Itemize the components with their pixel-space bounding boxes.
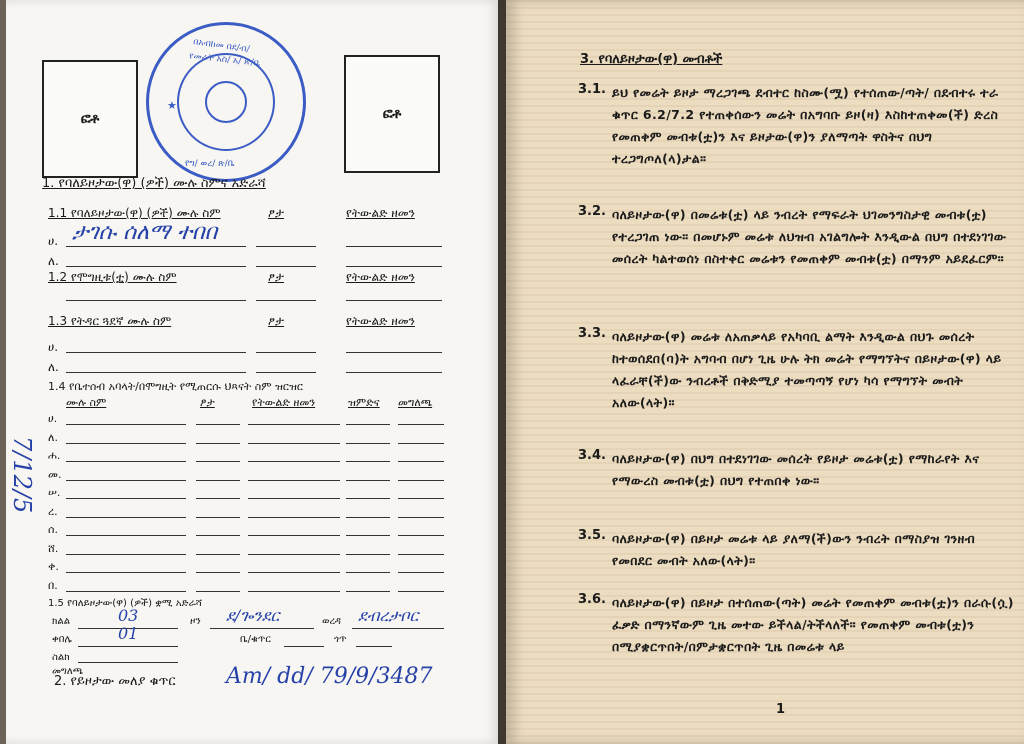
row-label-ha: ሀ. — [48, 340, 59, 354]
family-row-line — [398, 517, 444, 518]
section-text: ባለይዞታው(ዋ) በይዞታ በተሰጠው(ጣት) መሬት የመጠቀም መብቱ(ቷ)ን በራሱ(ሷ) ፈቃድ በማንኛውም ጊዜ መተው ይችላል/ትችላለች። የመጠቀም መብቱ(ቷ)ን በሚያቋርጥበት/በምታቋርጥበት ጊዜ በመሬቱ ላይ — [612, 595, 1014, 654]
family-row-line — [346, 535, 390, 536]
owner-name-handwritten: ታገሱ ሰለማ ተበበ — [72, 220, 218, 245]
addr-phone-label: ስልክ — [52, 652, 70, 663]
section-number: 3.3. — [578, 326, 606, 341]
family-row-line — [346, 480, 390, 481]
section-text: ባለይዞታው(ዋ) በህግ በተደነገገው መሰረት የይዞታ መሬቱ(ቷ) የማከራየት እና የማውረስ መብቱ(ቷ) በህግ የተጠበቀ ነው። — [612, 451, 980, 488]
family-row-label: በ. — [48, 578, 58, 592]
family-row-line — [196, 461, 240, 462]
family-row-label: ሐ. — [48, 449, 61, 462]
row-label-le: ለ. — [48, 360, 59, 374]
family-row-label: ሰ. — [48, 523, 58, 536]
addr-kilil-value: 03 — [118, 606, 139, 625]
right-section-3-5 — [578, 528, 1014, 572]
s13-title: 1.3 የትዳር ጓደኛ ሙሉ ስም — [48, 314, 172, 328]
addr-woreda-value: ደብረታቦር — [358, 606, 419, 625]
family-row-line — [248, 480, 340, 481]
addr-house-label: ቤ/ቁጥር — [240, 634, 271, 645]
family-row-line — [346, 517, 390, 518]
addr-zone-label: ዞን — [190, 616, 201, 627]
addr-note-label: መግለጫ — [52, 666, 83, 677]
family-row-line — [196, 535, 240, 536]
s14-col-note: መግለጫ — [398, 396, 433, 409]
addr-zone-value: ደ/ጐንደር — [226, 606, 280, 625]
family-row-line — [398, 591, 444, 592]
family-row-line — [398, 535, 444, 536]
family-row-line — [248, 554, 340, 555]
stamp-text-top: በአብከመ በደ/ብ/ — [192, 37, 251, 55]
photo-label: ፎቶ — [80, 111, 100, 127]
family-row-line — [196, 443, 240, 444]
row-label-ha: ሀ. — [48, 234, 59, 248]
margin-handwritten-note: 7/12/5 — [8, 436, 36, 514]
family-row-line — [196, 517, 240, 518]
section-number: 3.2. — [578, 204, 606, 219]
family-row-line — [196, 424, 240, 425]
photo-box-right — [344, 55, 440, 173]
family-row-line — [248, 572, 340, 573]
family-row-label: ቀ. — [48, 560, 59, 573]
family-row-label: ለ. — [48, 430, 58, 444]
family-row-line — [66, 591, 186, 592]
s14-col-name: ሙሉ ስም — [66, 396, 107, 409]
stamp-emblem — [205, 81, 247, 123]
family-row-line — [248, 424, 340, 425]
family-row-line — [346, 424, 390, 425]
family-row-line — [66, 480, 186, 481]
family-row-line — [248, 498, 340, 499]
col-dob-label: የትውልድ ዘመን — [346, 206, 415, 220]
s2-title: 2. የይዞታው መለያ ቁጥር — [54, 674, 176, 689]
family-row-line — [248, 461, 340, 462]
family-row-line — [196, 591, 240, 592]
family-row-line — [398, 554, 444, 555]
right-section-3-2 — [578, 204, 1014, 270]
family-row-line — [66, 498, 186, 499]
row-label-le: ለ. — [48, 254, 59, 268]
parcel-id-handwritten: Am/ dd/ 79/9/3487 — [226, 664, 433, 689]
family-row-line — [248, 517, 340, 518]
section-text: ባለይዞታው(ዋ) መሬቱ ለአጠቃላይ የአካባቢ ልማት እንዲውል በህጉ መሰረት ከተወሰደበ(ባ)ት አግባብ በሆነ ጊዜ ሁሉ ትክ መሬት የማግኘትና በይዞታው(ዋ) ላይ ላፈራቸ(ች)ው ንብረቶች በቅድሚያ ተመጣጣኝ የሆነ ካሳ የማግኘት መብት አለው(ላት)። — [612, 329, 1002, 410]
stamp-star-icon: ★ — [167, 99, 177, 112]
family-row-line — [66, 443, 186, 444]
family-row-line — [398, 480, 444, 481]
s11-title: 1.1 የባለይዞታው(ዋ) (ዎች) ሙሉ ስም — [48, 206, 221, 220]
s12-title: 1.2 የሞግዚቱ(ቷ) ሙሉ ስም — [48, 270, 177, 284]
family-row-line — [248, 591, 340, 592]
family-row-line — [346, 572, 390, 573]
family-row-label: መ. — [48, 467, 62, 481]
col-sex-label: ፆታ — [268, 270, 285, 284]
family-row-line — [346, 591, 390, 592]
s14-col-dob: የትውልድ ዘመን — [252, 396, 316, 409]
addr-got-label: ጎጥ — [334, 634, 347, 645]
family-row-line — [66, 535, 186, 536]
family-row-line — [66, 461, 186, 462]
section-number: 3.6. — [578, 592, 606, 607]
family-row-line — [398, 424, 444, 425]
addr-kilil-label: ክልል — [52, 616, 71, 627]
right-section-3-6 — [578, 592, 1014, 658]
family-row-line — [196, 554, 240, 555]
family-row-line — [346, 554, 390, 555]
family-row-label: ሠ. — [48, 486, 61, 499]
family-row-line — [66, 517, 186, 518]
family-row-line — [398, 443, 444, 444]
family-row-line — [398, 498, 444, 499]
section-text: ባለይዞታው(ዋ) በይዞታ መሬቱ ላይ ያለማ(ች)ውን ንብረት በማስያዝ ገንዘብ የመበደር መብት አለው(ላት)። — [612, 531, 976, 568]
rights-section-title: 3. የባለይዞታው(ዋ) መብቶች — [580, 52, 723, 67]
family-row-label: ሸ. — [48, 541, 59, 555]
family-row-line — [196, 572, 240, 573]
family-row-line — [196, 480, 240, 481]
family-row-line — [196, 498, 240, 499]
section1-title: 1. የባለይዞታው(ዋ) (ዎች) ሙሉ ስምና አድራሻ — [42, 176, 266, 191]
col-sex-label: ፆታ — [268, 206, 285, 220]
s14-col-sex: ፆታ — [200, 396, 215, 409]
photo-box-left — [42, 60, 138, 178]
section-text: ይህ የመሬት ይዞታ ማረጋገጫ ደብተር ከስሙ(ሟ) የተሰጠው/ጣት/ በደብተሩ ተራ ቁጥር 6.2/7.2 የተጠቀሰውን መሬት በአግባቡ ይዞ(ዛ) እስከተጠቀመ(ች) ድረስ የመጠቀም መብቱ(ቷ)ን እና ይዞታው(ዋ)ን ያለማጣት ዋስትና በህግ ተረጋግጦለ(ላ)ታል። — [612, 85, 999, 166]
family-row-label: ረ. — [48, 504, 58, 518]
stamp-text-bottom: የግ/ ወረ/ ጽ/ቤ — [185, 159, 235, 169]
section-number: 3.5. — [578, 528, 606, 543]
family-row-line — [346, 461, 390, 462]
section-number: 3.1. — [578, 82, 606, 97]
family-row-line — [66, 424, 186, 425]
section-number: 3.4. — [578, 448, 606, 463]
family-row-line — [248, 443, 340, 444]
right-section-3-1 — [578, 82, 1014, 170]
family-row-line — [66, 572, 186, 573]
family-row-line — [398, 461, 444, 462]
s15-title: 1.5 የባለይዞታው(ዋ) (ዎች) ቋሚ አድራሻ — [48, 598, 202, 609]
addr-kebele-label: ቀበሌ — [52, 634, 72, 645]
col-dob-label: የትውልድ ዘመን — [346, 314, 415, 328]
family-row-line — [66, 554, 186, 555]
photo-label: ፎቶ — [382, 106, 402, 122]
family-row-line — [346, 498, 390, 499]
stamp-text-mid: የመሬት አስ/ አ/ ጽ/ቤ — [188, 51, 261, 69]
s14-col-relation: ዝምድና — [348, 396, 380, 409]
official-stamp — [146, 22, 306, 182]
family-row-line — [398, 572, 444, 573]
section-text: ባለይዞታው(ዋ) በመሬቱ(ቷ) ላይ ንብረት የማፍራት ህገመንግስታዊ መብቱ(ቷ) የተረጋገጠ ነው። በመሆኑም መሬቱ ለህዝብ አገልግሎት እንዲውል በህግ በተደነገገው መሰረት ካልተወሰነ በስተቀር መሬቱን የመጠቀም መብቱ(ቷ) በማንም አይደፈርም። — [612, 207, 1007, 266]
family-row-label: ሀ. — [48, 412, 58, 425]
addr-kebele-value: 01 — [118, 624, 139, 643]
col-dob-label: የትውልድ ዘመን — [346, 270, 415, 284]
col-sex-label: ፆታ — [268, 314, 285, 328]
s14-title: 1.4 የቤተሰብ አባላት/በሞግዚት የሚጠርሱ ህጻናት ስም ዝርዝር — [48, 380, 303, 393]
family-row-line — [248, 535, 340, 536]
family-row-line — [346, 443, 390, 444]
addr-woreda-label: ወረዳ — [322, 616, 341, 627]
right-section-3-3 — [578, 326, 1014, 414]
right-section-3-4 — [578, 448, 1014, 492]
page-number: 1 — [776, 702, 786, 717]
